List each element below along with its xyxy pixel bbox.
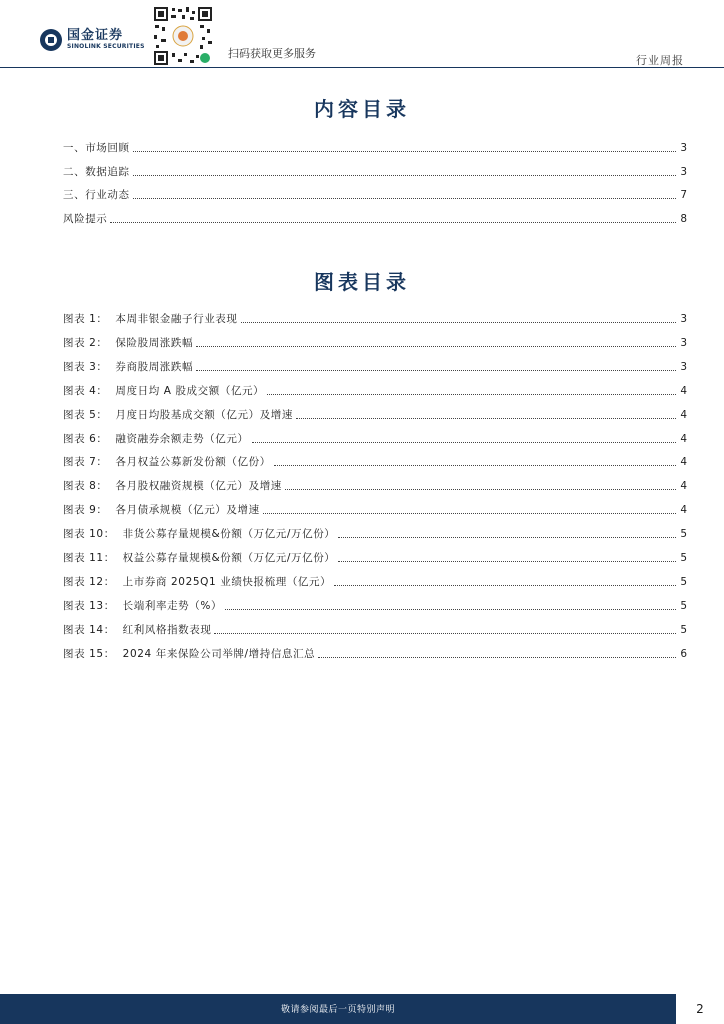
toc-entry-page: 3	[680, 313, 687, 325]
toc-entry[interactable]	[63, 477, 687, 493]
company-logo	[40, 28, 145, 51]
toc-entry[interactable]	[63, 645, 687, 661]
logo-name-en: SINOLINK SECURITIES	[67, 43, 145, 50]
dot-leader	[267, 394, 676, 395]
dot-leader	[285, 489, 676, 490]
toc-entry[interactable]	[63, 573, 687, 589]
dot-leader	[110, 222, 676, 223]
toc-entry-label: 图表 9： 各月债承规模（亿元）及增速	[63, 504, 260, 517]
toc-entry[interactable]	[63, 621, 687, 637]
toc-entry-page: 4	[680, 504, 687, 517]
toc-entry[interactable]	[63, 334, 687, 350]
toc-entry-label: 图表 10： 非货公募存量规模&份额（万亿元/万亿份）	[63, 528, 336, 541]
toc-entry-page: 3	[680, 360, 687, 373]
toc-entry[interactable]	[63, 382, 687, 398]
qr-code-icon[interactable]	[152, 5, 214, 67]
toc-entry[interactable]	[63, 501, 687, 517]
toc-entry-page: 4	[680, 456, 687, 469]
toc-entry-page: 4	[680, 480, 687, 493]
toc-entry-page: 3	[680, 336, 687, 349]
toc-entry-page: 4	[680, 384, 687, 397]
dot-leader	[214, 633, 676, 634]
toc-entry-page: 7	[680, 189, 687, 202]
dot-leader	[338, 561, 676, 562]
header-divider	[0, 67, 724, 68]
contents-title: 内容目录	[314, 97, 410, 121]
toc-entry[interactable]	[63, 549, 687, 565]
toc-entry-page: 4	[680, 432, 687, 445]
disclaimer-note: 敬请参阅最后一页特别声明	[280, 1005, 395, 1015]
dot-leader	[133, 175, 676, 176]
toc-entry-label: 图表 13： 长端利率走势（%）	[63, 599, 223, 612]
toc-entry-label: 图表 5： 月度日均股基成交额（亿元）及增速	[63, 408, 293, 421]
toc-entry-page: 5	[680, 623, 687, 636]
qr-tagline: 扫码获取更多服务	[228, 47, 316, 60]
toc-entry-label: 图表 1： 本周非银金融子行业表现	[63, 313, 238, 325]
dot-leader	[263, 513, 676, 514]
dot-leader	[252, 442, 676, 443]
toc-entry-label: 二、数据追踪	[63, 165, 130, 178]
toc-entry-page: 3	[680, 142, 687, 154]
toc-entry[interactable]	[63, 358, 687, 374]
page-header	[0, 0, 724, 70]
toc-entry-label: 图表 3： 券商股周涨跌幅	[63, 360, 194, 373]
toc-entry-page: 3	[680, 165, 687, 178]
logo-name-cn: 国金证券	[67, 28, 124, 43]
toc-entry-label: 图表 14： 红利风格指数表现	[63, 623, 212, 636]
toc-entry-page: 5	[680, 599, 687, 612]
dot-leader	[334, 585, 676, 586]
toc-entry-label: 图表 11： 权益公募存量规模&份额（万亿元/万亿份）	[63, 552, 336, 564]
toc-entry-label: 图表 7： 各月权益公募新发份额（亿份）	[63, 456, 271, 469]
toc-entry-label: 三、行业动态	[63, 189, 130, 202]
toc-entry[interactable]	[63, 139, 687, 155]
toc-entry[interactable]	[63, 210, 687, 226]
dot-leader	[196, 346, 676, 347]
toc-entry[interactable]	[63, 406, 687, 422]
dot-leader	[296, 418, 676, 419]
dot-leader	[133, 151, 676, 152]
dot-leader	[133, 198, 676, 199]
toc-entry-label: 图表 12： 上市券商 2025Q1 业绩快报梳理（亿元）	[63, 575, 332, 588]
toc-entry[interactable]	[63, 597, 687, 613]
toc-entry-label: 图表 2： 保险股周涨跌幅	[63, 336, 194, 349]
toc-entry-page: 4	[680, 408, 687, 421]
dot-leader	[196, 370, 676, 371]
toc-entry-label: 图表 6： 融资融券余额走势（亿元）	[63, 432, 249, 445]
toc-entry-page: 5	[680, 528, 687, 541]
dot-leader	[318, 657, 676, 658]
toc-entry-label: 图表 8： 各月股权融资规模（亿元）及增速	[63, 480, 282, 493]
dot-leader	[241, 322, 677, 323]
toc-entry-label: 一、市场回顾	[63, 142, 130, 154]
report-type-label: 行业周报	[636, 54, 684, 67]
toc-entry[interactable]	[63, 453, 687, 469]
toc-entry[interactable]	[63, 310, 687, 326]
toc-entry[interactable]	[63, 186, 687, 202]
toc-entry-page: 8	[680, 213, 687, 226]
page-number: 2	[696, 1002, 704, 1016]
toc-entry[interactable]	[63, 525, 687, 541]
toc-entry[interactable]	[63, 163, 687, 179]
dot-leader	[338, 537, 676, 538]
toc-entry-label: 风险提示	[63, 213, 108, 226]
figures-title: 图表目录	[314, 270, 410, 294]
toc-entry-label: 图表 15： 2024 年来保险公司举牌/增持信息汇总	[63, 647, 316, 660]
toc-entry-page: 5	[680, 552, 687, 564]
dot-leader	[225, 609, 676, 610]
toc-entry[interactable]	[63, 430, 687, 446]
logo-mark-icon	[40, 29, 62, 51]
dot-leader	[274, 465, 676, 466]
toc-entry-page: 6	[680, 647, 687, 660]
toc-entry-page: 5	[680, 575, 687, 588]
toc-entry-label: 图表 4： 周度日均 A 股成交额（亿元）	[63, 384, 265, 397]
